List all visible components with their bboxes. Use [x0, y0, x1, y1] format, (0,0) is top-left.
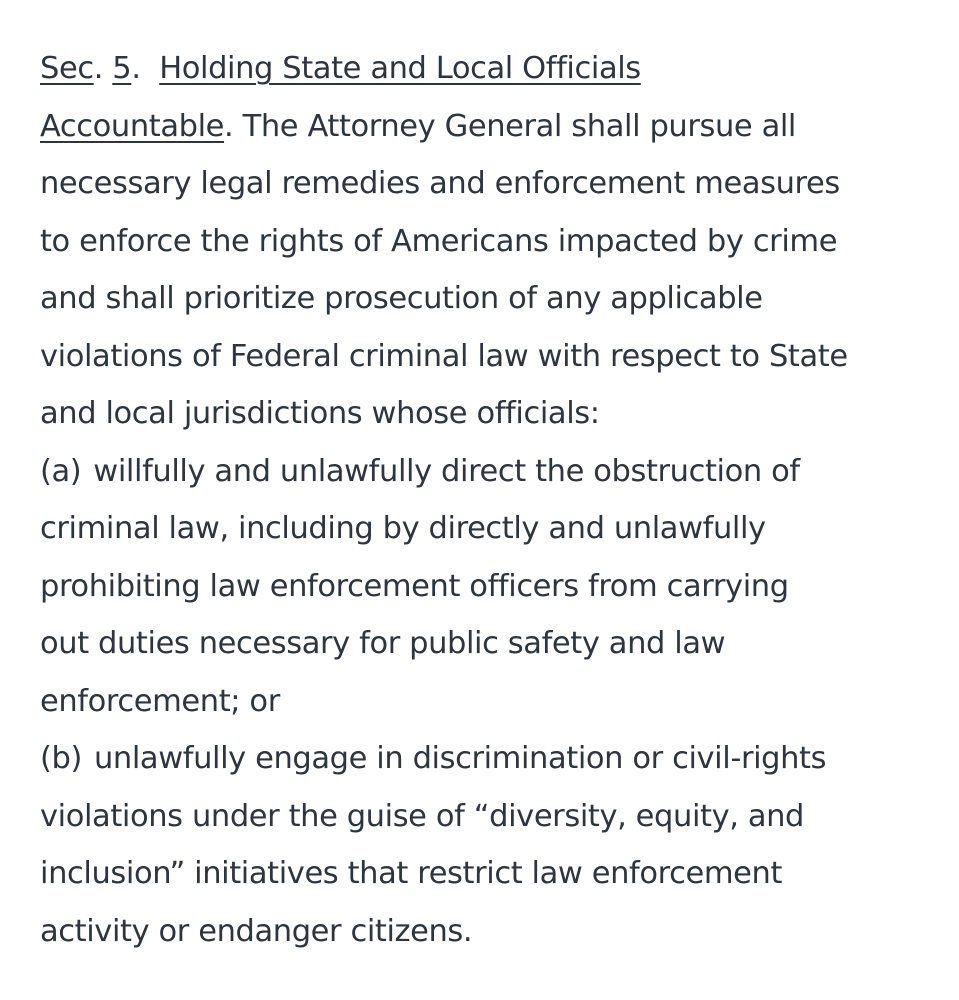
section-heading-title-cont: Accountable	[40, 108, 225, 144]
sec-dot: .	[93, 51, 103, 86]
intro-line: and shall prioritize prosecution of any applicable	[40, 281, 763, 316]
item-b-text: unlawfully engage in discrimination or civil-rights	[93, 741, 827, 776]
item-a-line: criminal law, including by directly and unlawfully	[40, 511, 766, 546]
sec-number-dot: .	[131, 51, 141, 86]
item-a-text: willfully and unlawfully direct the obstruction of	[93, 453, 800, 489]
item-a-line: enforcement; or	[40, 683, 280, 719]
item-a-line: prohibiting law enforcement officers from carrying	[40, 568, 789, 604]
section-heading-title: Holding State and Local Officials	[159, 51, 641, 86]
sec-number: 5	[112, 51, 132, 86]
item-b-label: (b)	[40, 741, 82, 776]
item-a-line	[40, 443, 945, 501]
section-heading-line-2	[40, 98, 945, 156]
item-b-line: activity or endanger citizens.	[40, 913, 473, 949]
item-b-line	[40, 730, 945, 788]
item-b-line: inclusion” initiatives that restrict law enforcement	[40, 856, 783, 891]
heading-end-dot: .	[224, 108, 234, 144]
item-a-label: (a)	[40, 453, 82, 489]
intro-line: necessary legal remedies and enforcement measures	[40, 166, 840, 201]
intro-line: and local jurisdictions whose officials:	[40, 396, 600, 431]
intro-text-first: The Attorney General shall pursue all	[233, 108, 797, 144]
intro-line: to enforce the rights of Americans impacted by crime	[40, 223, 838, 259]
section-heading-line-1	[40, 40, 945, 98]
item-b-line: violations under the guise of “diversity, equity, and	[40, 798, 804, 834]
item-a-line: out duties necessary for public safety and law	[40, 626, 726, 661]
section-5-text	[40, 40, 945, 960]
intro-line: violations of Federal criminal law with respect to State	[40, 338, 848, 374]
sec-label: Sec	[40, 51, 94, 86]
